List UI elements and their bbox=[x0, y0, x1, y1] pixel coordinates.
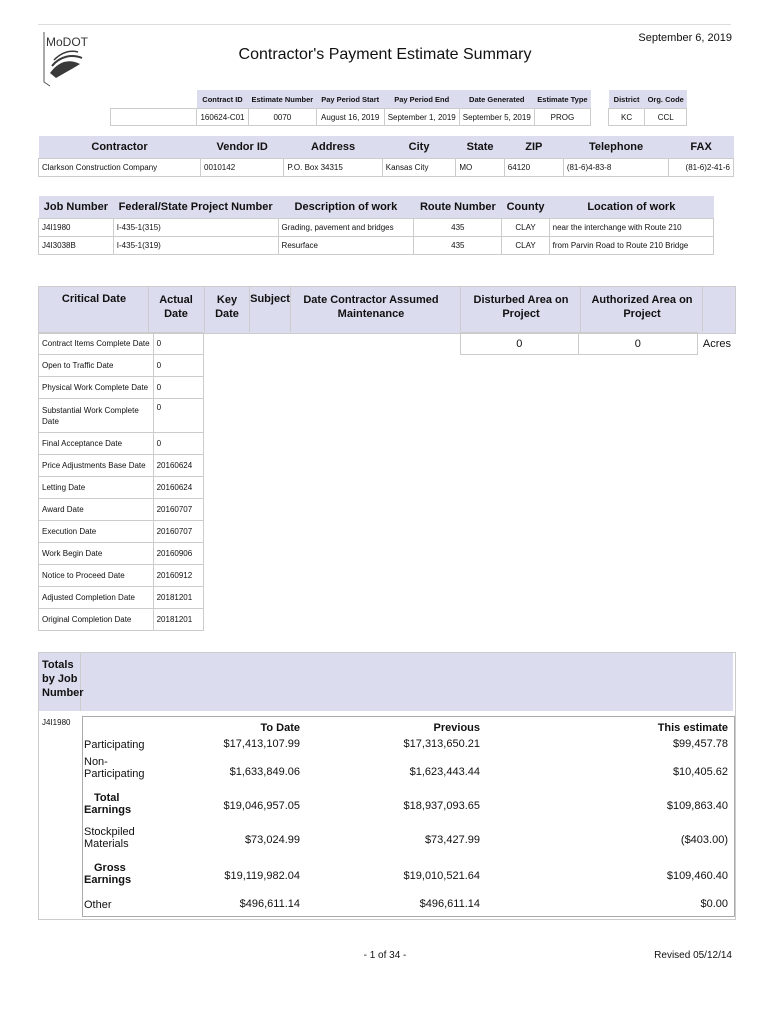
non-participating-this: $10,405.62 bbox=[672, 766, 728, 778]
meta-header: Pay Period End bbox=[384, 90, 459, 109]
stockpiled-materials-label: Stockpiled Materials bbox=[84, 826, 135, 850]
gross-earnings-this: $109,460.40 bbox=[666, 870, 728, 882]
disturbed-area-value: 0 bbox=[461, 333, 579, 355]
table-row bbox=[39, 399, 204, 433]
project-number-header: Federal/State Project Number bbox=[118, 201, 273, 213]
county: CLAY bbox=[502, 237, 549, 255]
city-header: City bbox=[408, 141, 430, 153]
zip-header: ZIP bbox=[525, 141, 543, 153]
critical-date-value: 20160912 bbox=[153, 565, 203, 587]
location: near the interchange with Route 210 bbox=[549, 219, 713, 237]
route-number: 435 bbox=[414, 219, 502, 237]
critical-date-value: 0 bbox=[153, 355, 203, 377]
date-generated: September 5, 2019 bbox=[459, 109, 534, 126]
report-date: September 6, 2019 bbox=[638, 32, 732, 44]
table-row bbox=[39, 477, 204, 499]
other-previous: $496,611.14 bbox=[419, 898, 480, 910]
critical-dates-table bbox=[38, 332, 204, 631]
top-rule bbox=[38, 24, 731, 25]
table-row bbox=[39, 333, 204, 355]
critical-date-value: 20160624 bbox=[153, 477, 203, 499]
critical-date-label: Original Completion Date bbox=[39, 609, 154, 631]
address-header: Address bbox=[311, 141, 356, 153]
totals-header-bar bbox=[39, 653, 733, 711]
critical-date-label: Work Begin Date bbox=[39, 543, 154, 565]
description: Grading, pavement and bridges bbox=[278, 219, 414, 237]
contractor-header: Contractor bbox=[91, 141, 148, 153]
this-estimate-header: This estimate bbox=[657, 722, 728, 734]
table-row bbox=[39, 433, 204, 455]
other-label: Other bbox=[84, 899, 112, 911]
critical-date-value: 0 bbox=[153, 377, 203, 399]
critical-date-label: Price Adjustments Base Date bbox=[39, 455, 154, 477]
table-row bbox=[39, 499, 204, 521]
stockpiled-this: ($403.00) bbox=[680, 834, 728, 846]
table-row bbox=[39, 521, 204, 543]
city: Kansas City bbox=[382, 159, 456, 177]
table-row bbox=[39, 609, 204, 631]
total-earnings-previous: $18,937,093.65 bbox=[403, 800, 480, 812]
table-row bbox=[39, 377, 204, 399]
authorized-area-value: 0 bbox=[578, 333, 697, 355]
totals-job-number: J4I1980 bbox=[42, 718, 71, 727]
contract-id: 160624-C01 bbox=[197, 109, 249, 126]
vendor-id: 0010142 bbox=[201, 159, 284, 177]
gross-earnings-previous: $19,010,521.64 bbox=[403, 870, 480, 882]
telephone: (81-6)4-83-8 bbox=[563, 159, 668, 177]
authorized-area-header: Authorized Area on Project bbox=[591, 294, 693, 320]
area-table bbox=[460, 332, 734, 355]
subject-header: Subject bbox=[250, 293, 290, 305]
critical-date-value: 0 bbox=[153, 333, 203, 355]
meta-header: Contract ID bbox=[197, 90, 249, 109]
table-row bbox=[39, 237, 714, 255]
table-row bbox=[39, 219, 714, 237]
meta-header: Date Generated bbox=[459, 90, 534, 109]
address: P.O. Box 34315 bbox=[284, 159, 382, 177]
county: CLAY bbox=[502, 219, 549, 237]
critical-date-label: Execution Date bbox=[39, 521, 154, 543]
gross-earnings-to-date: $19,119,982.04 bbox=[224, 870, 300, 882]
participating-previous: $17,313,650.21 bbox=[403, 738, 480, 750]
critical-date-label: Letting Date bbox=[39, 477, 154, 499]
job-number: J4I3038B bbox=[39, 237, 114, 255]
contractor-name: Clarkson Construction Company bbox=[39, 159, 201, 177]
org-code-value: CCL bbox=[645, 109, 687, 126]
page-title: Contractor's Payment Estimate Summary bbox=[238, 46, 532, 63]
totals-label: Totals by Job Number bbox=[42, 659, 84, 699]
critical-date-label: Physical Work Complete Date bbox=[39, 377, 154, 399]
other-to-date: $496,611.14 bbox=[239, 898, 300, 910]
actual-date-header: Actual Date bbox=[159, 294, 193, 320]
critical-date-value: 20160906 bbox=[153, 543, 203, 565]
critical-date-value: 0 bbox=[153, 433, 203, 455]
critical-date-label: Substantial Work Complete Date bbox=[39, 399, 154, 433]
previous-header: Previous bbox=[433, 722, 480, 734]
participating-label: Participating bbox=[84, 739, 145, 751]
table-row bbox=[39, 543, 204, 565]
other-this: $0.00 bbox=[700, 898, 728, 910]
jobs-table bbox=[38, 196, 714, 255]
table-row bbox=[39, 455, 204, 477]
project-number: I-435-1(319) bbox=[113, 237, 278, 255]
fax: (81-6)2-41-6 bbox=[669, 159, 734, 177]
non-participating-to-date: $1,633,849.06 bbox=[229, 766, 300, 778]
critical-date-label: Adjusted Completion Date bbox=[39, 587, 154, 609]
total-earnings-label: Total Earnings bbox=[84, 792, 132, 816]
revised-date: Revised 05/12/14 bbox=[654, 950, 732, 961]
meta-header: Estimate Number bbox=[249, 90, 317, 109]
table-row bbox=[39, 565, 204, 587]
vendor-id-header: Vendor ID bbox=[216, 141, 268, 153]
gross-earnings-label: Gross Earnings bbox=[84, 862, 132, 886]
state: MO bbox=[456, 159, 504, 177]
stockpiled-to-date: $73,024.99 bbox=[244, 834, 300, 846]
estimate-type: PROG bbox=[534, 109, 590, 126]
non-participating-label: Non-Participating bbox=[84, 756, 145, 780]
description-header: Description of work bbox=[294, 201, 398, 213]
meta-header: Pay Period Start bbox=[316, 90, 384, 109]
district-header: District bbox=[609, 90, 645, 109]
stockpiled-previous: $73,427.99 bbox=[424, 834, 480, 846]
fax-header: FAX bbox=[690, 141, 712, 153]
critical-date-value: 20160707 bbox=[153, 499, 203, 521]
pay-period-start: August 16, 2019 bbox=[316, 109, 384, 126]
contract-meta-table bbox=[110, 90, 687, 126]
critical-date-header: Critical Date bbox=[61, 293, 127, 305]
location-header: Location of work bbox=[587, 201, 676, 213]
critical-date-value: 0 bbox=[153, 399, 203, 433]
area-unit: Acres bbox=[702, 337, 731, 350]
critical-date-label: Award Date bbox=[39, 499, 154, 521]
non-participating-previous: $1,623,443.44 bbox=[409, 766, 480, 778]
critical-date-label: Contract Items Complete Date bbox=[39, 333, 154, 355]
critical-date-value: 20181201 bbox=[153, 587, 203, 609]
telephone-header: Telephone bbox=[588, 141, 644, 153]
location: from Parvin Road to Route 210 Bridge bbox=[549, 237, 713, 255]
participating-to-date: $17,413,107.99 bbox=[223, 738, 300, 750]
critical-date-label: Notice to Proceed Date bbox=[39, 565, 154, 587]
critical-date-label: Final Acceptance Date bbox=[39, 433, 154, 455]
description: Resurface bbox=[278, 237, 414, 255]
critical-date-label: Open to Traffic Date bbox=[39, 355, 154, 377]
org-code-header: Org. Code bbox=[645, 90, 687, 109]
critical-date-value: 20160624 bbox=[153, 455, 203, 477]
zip: 64120 bbox=[504, 159, 563, 177]
to-date-header: To Date bbox=[260, 722, 300, 734]
project-number: I-435-1(315) bbox=[113, 219, 278, 237]
job-number: J4I1980 bbox=[39, 219, 114, 237]
district-value: KC bbox=[609, 109, 645, 126]
route-number: 435 bbox=[414, 237, 502, 255]
county-header: County bbox=[506, 201, 545, 213]
critical-date-value: 20181201 bbox=[153, 609, 203, 631]
job-number-header: Job Number bbox=[43, 201, 108, 213]
estimate-number: 0070 bbox=[249, 109, 317, 126]
logo-text: MoDOT bbox=[46, 35, 88, 49]
state-header: State bbox=[466, 141, 494, 153]
maintenance-date-header: Date Contractor Assumed Maintenance bbox=[303, 294, 439, 320]
critical-date-value: 20160707 bbox=[153, 521, 203, 543]
meta-header: Estimate Type bbox=[534, 90, 590, 109]
table-row bbox=[39, 587, 204, 609]
table-row bbox=[39, 355, 204, 377]
contractor-table bbox=[38, 136, 734, 177]
pay-period-end: September 1, 2019 bbox=[384, 109, 459, 126]
key-date-header: Key Date bbox=[215, 294, 239, 320]
route-number-header: Route Number bbox=[419, 201, 496, 213]
total-earnings-this: $109,863.40 bbox=[666, 800, 728, 812]
page-number: - 1 of 34 - bbox=[363, 950, 407, 961]
participating-this: $99,457.78 bbox=[672, 738, 728, 750]
total-earnings-to-date: $19,046,957.05 bbox=[223, 800, 300, 812]
disturbed-area-header: Disturbed Area on Project bbox=[473, 294, 569, 320]
